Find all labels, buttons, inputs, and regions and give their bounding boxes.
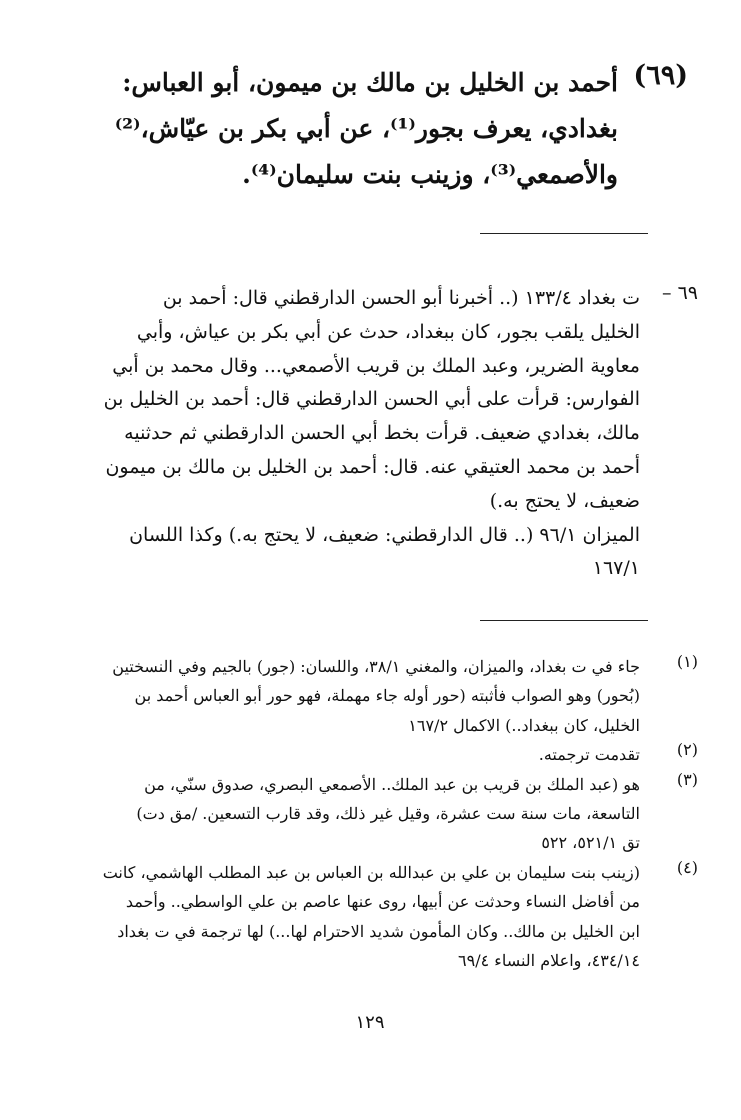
footnote-number: (٣) [676, 769, 698, 789]
commentary-line: الفوارس: قرأت على أبي الحسن الدارقطني قال: أحمد بن الخليل بن [103, 388, 640, 411]
footnote-line: (زينب بنت سليمان بن علي بن عبدالله بن العباس بن عبد المطلب الهاشمي، كانت [102, 862, 640, 882]
entry-line: أحمد بن الخليل بن مالك بن ميمون، أبو العباس: [122, 68, 618, 97]
page-number: ١٢٩ [355, 1012, 385, 1033]
footnote [78, 740, 698, 769]
commentary-line: الميزان ٩٦/١ (.. قال الدارقطني: ضعيف، لا يحتج به.) وكذا اللسان [129, 523, 640, 546]
commentary-line: ت بغداد ١٣٣/٤ (.. أخبرنا أبو الحسن الدارقطني قال: أحمد بن [162, 287, 640, 309]
footnote-number: (١) [676, 652, 698, 671]
footnote [78, 652, 698, 740]
footnote-line: ابن الخليل بن مالك.. وكان المأمون شديد الاحترام لها...) لها ترجمة في ت بغداد [117, 921, 640, 941]
entry-number: (٦٩) [633, 60, 688, 91]
footnote-line: الخليل، كان ببغداد..) الاكمال ١٦٧/٢ [408, 715, 640, 735]
footnote-line: من أفاضل النساء وحدثت عن أبيها، روى عنها عاصم بن علي الواسطي.. وأحمد [125, 892, 640, 912]
commentary-line: ضعيف، لا يحتج به.) [489, 489, 640, 512]
main-entry [78, 60, 688, 198]
footnote-line: تقدمت ترجمته. [538, 745, 640, 765]
footnotes [78, 652, 698, 975]
commentary-line: مالك، بغدادي ضعيف. قرأت بخط أبي الحسن الدارقطني ثم حدثنيه [124, 422, 640, 445]
footnote-line: تق ٥٢١/١، ٥٢٢ [541, 833, 640, 853]
footnote-line: جاء في ت بغداد، والميزان، والمغني ٣٨/١، واللسان: (جور) بالجيم وفي النسختين [112, 657, 640, 676]
commentary-number: ٦٩ – [662, 282, 698, 304]
commentary-block [78, 282, 698, 586]
separator-rule [480, 620, 648, 621]
commentary-line: الخليل يلقب بجور، كان ببغداد، حدث عن أبي بكر بن عياش، وأبي [136, 320, 640, 343]
commentary-line: ١٦٧/١ [592, 557, 640, 580]
footnote-line: التاسعة، مات سنة ست عشرة، وقيل غير ذلك، وقد قارب التسعين. /مق دت) [136, 804, 640, 824]
footnote-line: ٤٣٤/١٤، واعلام النساء ٦٩/٤ [458, 951, 640, 971]
commentary-text [78, 282, 640, 586]
entry-line: بغدادي، يعرف بجور⁽¹⁾، عن أبي بكر بن عيّاش،⁽²⁾ [114, 114, 618, 143]
footnote [78, 769, 698, 858]
separator-rule [480, 233, 648, 234]
footnote-number: (٤) [676, 857, 698, 877]
footnote [78, 857, 698, 976]
footnote-line: (بُحور) وهو الصواب فأثبته (حور أوله جاء مهملة، فهو حور أبو العباس أحمد بن [134, 686, 640, 706]
commentary-line: معاوية الضرير، وعبد الملك بن قريب الأصمعي... وقال محمد بن أبي [112, 354, 640, 377]
entry-text [78, 60, 618, 198]
footnote-number: (٢) [676, 740, 698, 760]
footnote-line: هو (عبد الملك بن قريب بن عبد الملك.. الأصمعي البصري، صدوق سنّي، من [144, 774, 640, 794]
entry-line: والأصمعي⁽³⁾، وزينب بنت سليمان⁽⁴⁾. [242, 160, 618, 189]
commentary-line: أحمد بن محمد العتيقي عنه. قال: أحمد بن الخليل بن مالك بن ميمون [105, 455, 640, 478]
